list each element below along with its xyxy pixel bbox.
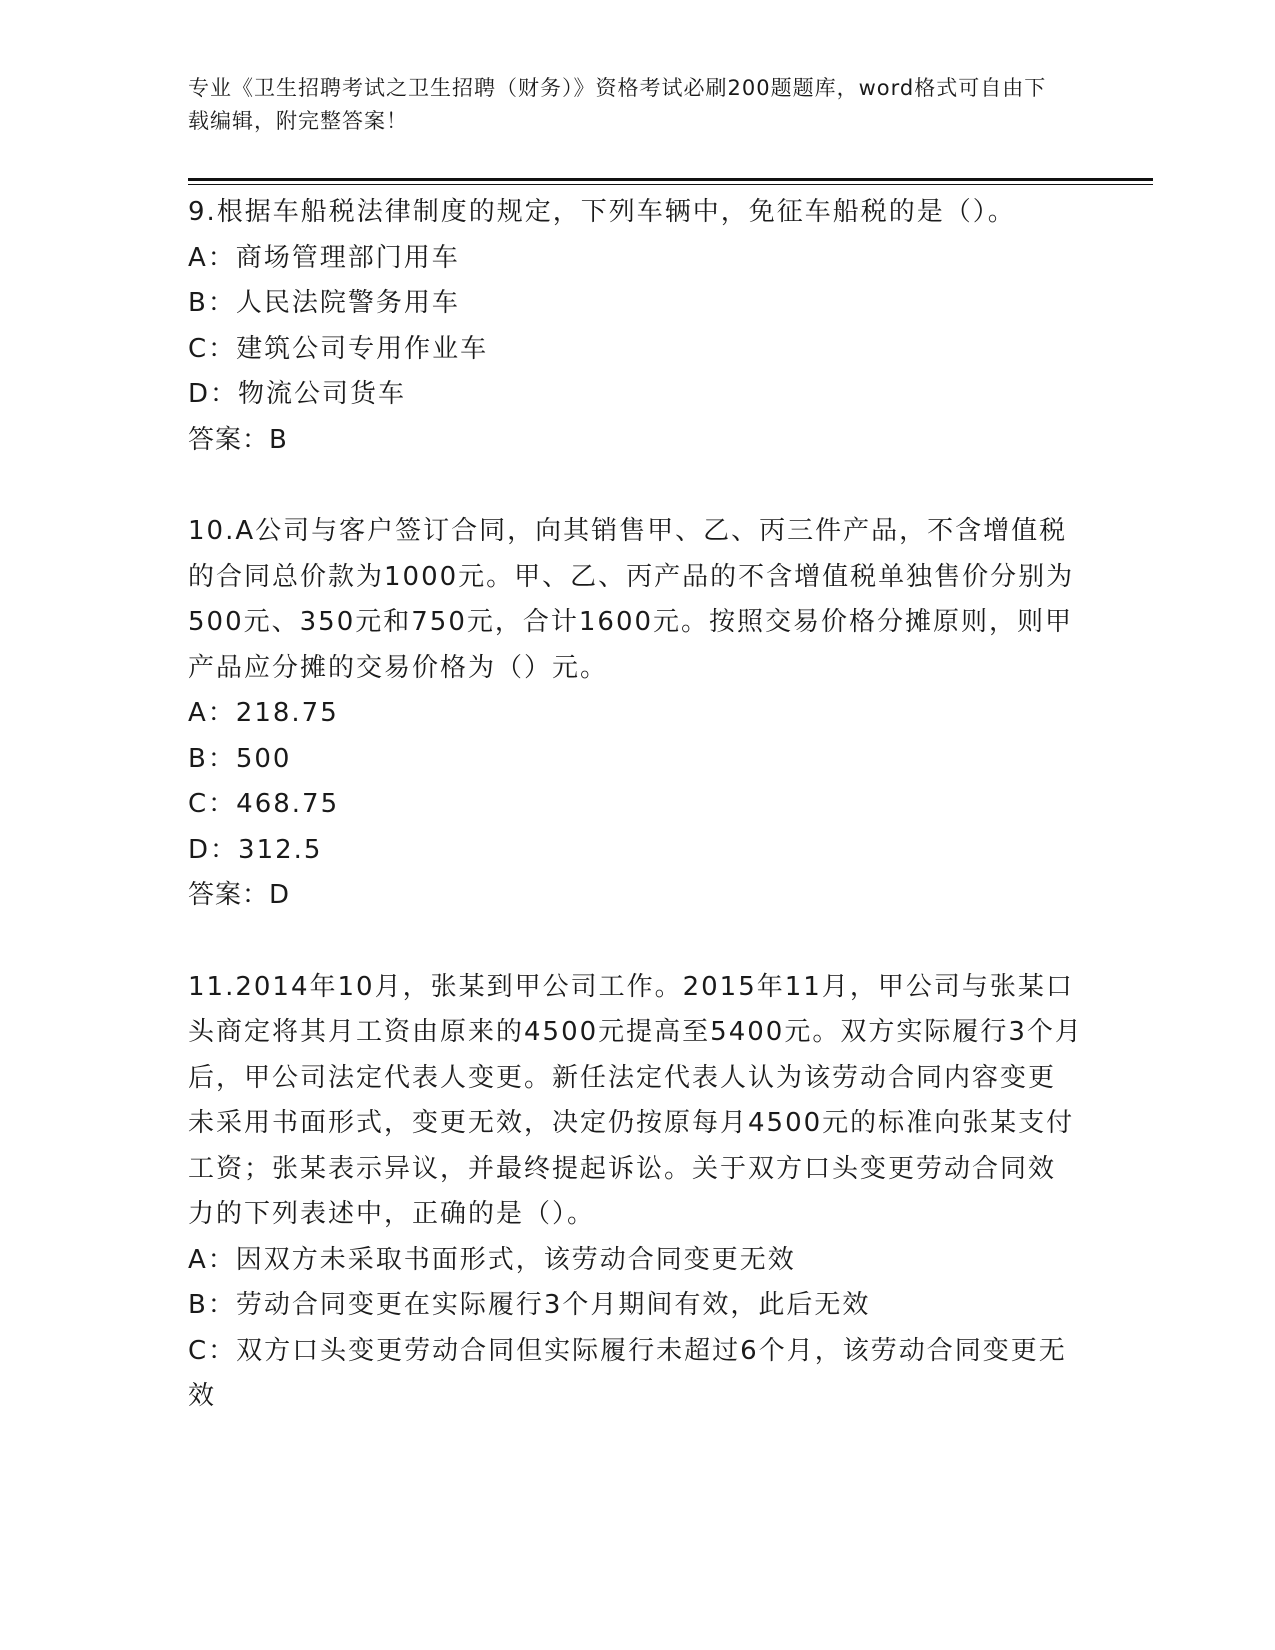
question-11 — [188, 965, 1083, 1420]
question-text: 11.2014年10月，张某到甲公司工作。2015年11月，甲公司与张某口头商定将其月工资由原来的4500元提高至5400元。双方实际履行3个月后，甲公司法定代表人变更。新任法定代表人认为该劳动合同内容变更未采用书面形式，变更无效，决定仍按原每月4500元的标准向张某支付工资；张某表示异议，并最终提起诉讼。关于双方口头变更劳动合同效力的下列表述中，正确的是（）。 — [188, 971, 1083, 1229]
option-d: D：物流公司货车 — [188, 379, 407, 409]
option-b: B：500 — [188, 743, 292, 774]
answer-line: 答案：D — [188, 880, 291, 910]
question-10 — [188, 509, 1083, 919]
divider-thin-line — [188, 184, 1153, 185]
question-list — [188, 190, 1083, 1466]
header-divider — [188, 178, 1153, 185]
divider-thick-line — [188, 178, 1153, 181]
option-b: B：劳动合同变更在实际履行3个月期间有效，此后无效 — [188, 1290, 871, 1320]
document-header: 专业《卫生招聘考试之卫生招聘（财务）》资格考试必刷200题题库，word格式可自由下载编辑，附完整答案！ — [188, 76, 1047, 133]
option-d: D：312.5 — [188, 834, 323, 865]
option-c: C：双方口头变更劳动合同但实际履行未超过6个月，该劳动合同变更无效 — [188, 1335, 1067, 1411]
option-a: A：218.75 — [188, 698, 339, 728]
question-text: 9.根据车船税法律制度的规定，下列车辆中，免征车船税的是（）。 — [188, 197, 1016, 227]
option-c: C：建筑公司专用作业车 — [188, 333, 489, 364]
option-b: B：人民法院警务用车 — [188, 288, 460, 318]
question-9 — [188, 190, 1083, 463]
option-a: A：因双方未采取书面形式，该劳动合同变更无效 — [188, 1244, 796, 1275]
answer-line: 答案：B — [188, 424, 288, 455]
question-text: 10.A公司与客户签订合同，向其销售甲、乙、丙三件产品，不含增值税的合同总价款为1000元。甲、乙、丙产品的不含增值税单独售价分别为500元、350元和750元，合计1600元。按照交易价格分摊原则，则甲产品应分摊的交易价格为（）元。 — [188, 516, 1075, 683]
option-a: A：商场管理部门用车 — [188, 242, 460, 273]
option-c: C：468.75 — [188, 789, 340, 819]
